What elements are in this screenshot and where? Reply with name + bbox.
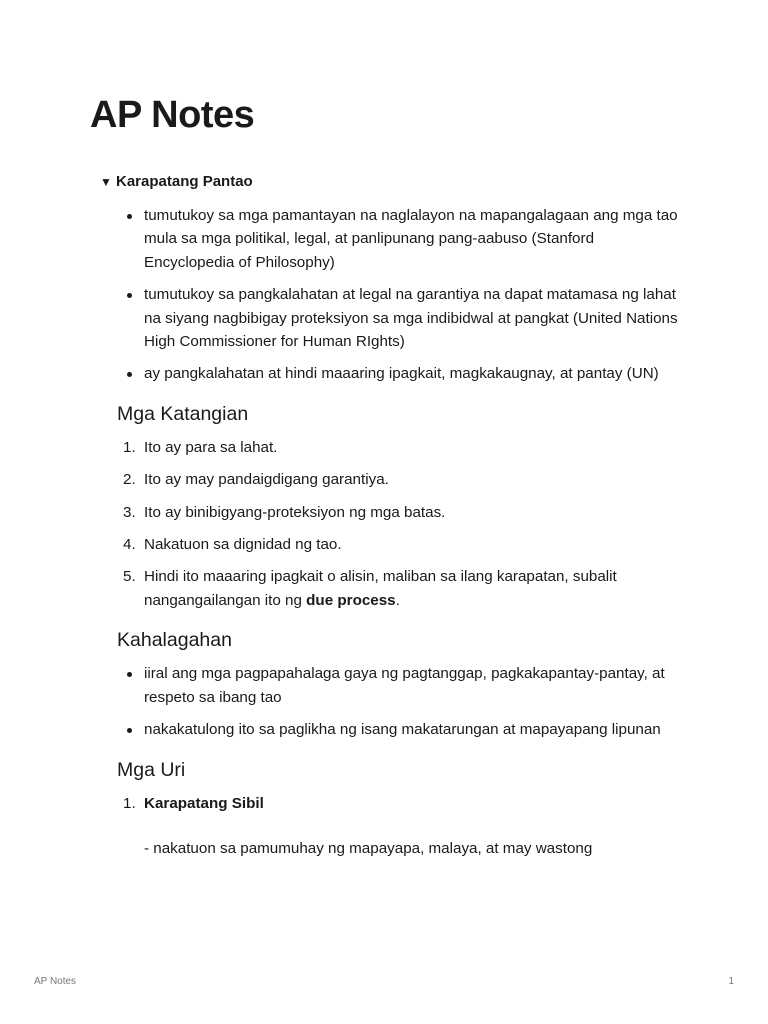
list-item-text: Nakatuon sa dignidad ng tao. (144, 536, 342, 554)
toggle-content (117, 204, 687, 869)
bold-text-due-process: due process (306, 591, 396, 609)
page-number: 1 (728, 976, 734, 987)
triangle-down-icon[interactable]: ▼ (100, 175, 112, 189)
list-number: 1. (123, 794, 136, 812)
section-heading-katangian: Mga Katangian (117, 402, 249, 425)
list-item (117, 533, 687, 556)
list-item-text: Ito ay binibigyang-proteksiyon ng mga batas. (144, 503, 446, 521)
list-item-label: Karapatang Sibil (144, 794, 264, 812)
kahalagahan-bullet-list (117, 662, 687, 741)
list-number: 5. (123, 568, 136, 586)
section-heading-kahalagahan: Kahalagahan (117, 629, 232, 652)
list-item: ay pangkalahatan at hindi maaaring ipagkait, magkakaugnay, at pantay (UN) (117, 362, 687, 385)
toggle-karapatang-pantao[interactable] (100, 172, 253, 192)
list-item: iiral ang mga pagpapahalaga gaya ng pagtanggap, pagkakapantay-pantay, at respeto sa ibang tao (117, 662, 687, 709)
list-number: 2. (123, 471, 136, 489)
katangian-numbered-list (117, 436, 687, 612)
footer-title: AP Notes (34, 976, 77, 987)
list-item-text: Ito ay para sa lahat. (144, 438, 278, 456)
toggle-label: Karapatang Pantao (116, 173, 253, 190)
list-item-text: Ito ay may pandaigdigang garantiya. (144, 471, 389, 489)
list-item (117, 792, 687, 861)
list-item-detail: - nakatuon sa pamumuhay ng mapayapa, malaya, at may wastong (144, 839, 593, 857)
section-heading-uri: Mga Uri (117, 758, 186, 781)
list-number: 4. (123, 536, 136, 554)
list-item-text-end: . (395, 591, 400, 609)
intro-bullet-list (117, 204, 687, 386)
list-item (117, 565, 687, 612)
list-item: tumutukoy sa mga pamantayan na naglalayon na mapangalagaan ang mga tao mula sa mga politikal, legal, at panlipunang pang-aabuso (Stanford Encyclopedia of Philosophy) (117, 204, 687, 274)
list-item: nakakatulong ito sa paglikha ng isang makatarungan at mapayapang lipunan (117, 718, 687, 741)
list-number: 1. (123, 438, 136, 456)
uri-numbered-list (117, 792, 687, 861)
list-item (117, 468, 687, 491)
list-item: tumutukoy sa pangkalahatan at legal na garantiya na dapat matamasa ng lahat na siyang nagbibigay proteksiyon sa mga indibidwal at pangkat (United Nations High Commissioner for Human RIghts) (117, 283, 687, 353)
list-number: 3. (123, 503, 136, 521)
page-title: AP Notes (90, 94, 255, 136)
list-item-text: Hindi ito maaaring ipagkait o alisin, maliban sa ilang karapatan, subalit nangangailangan ito ng (144, 568, 617, 609)
list-item (117, 501, 687, 524)
list-item (117, 436, 687, 459)
